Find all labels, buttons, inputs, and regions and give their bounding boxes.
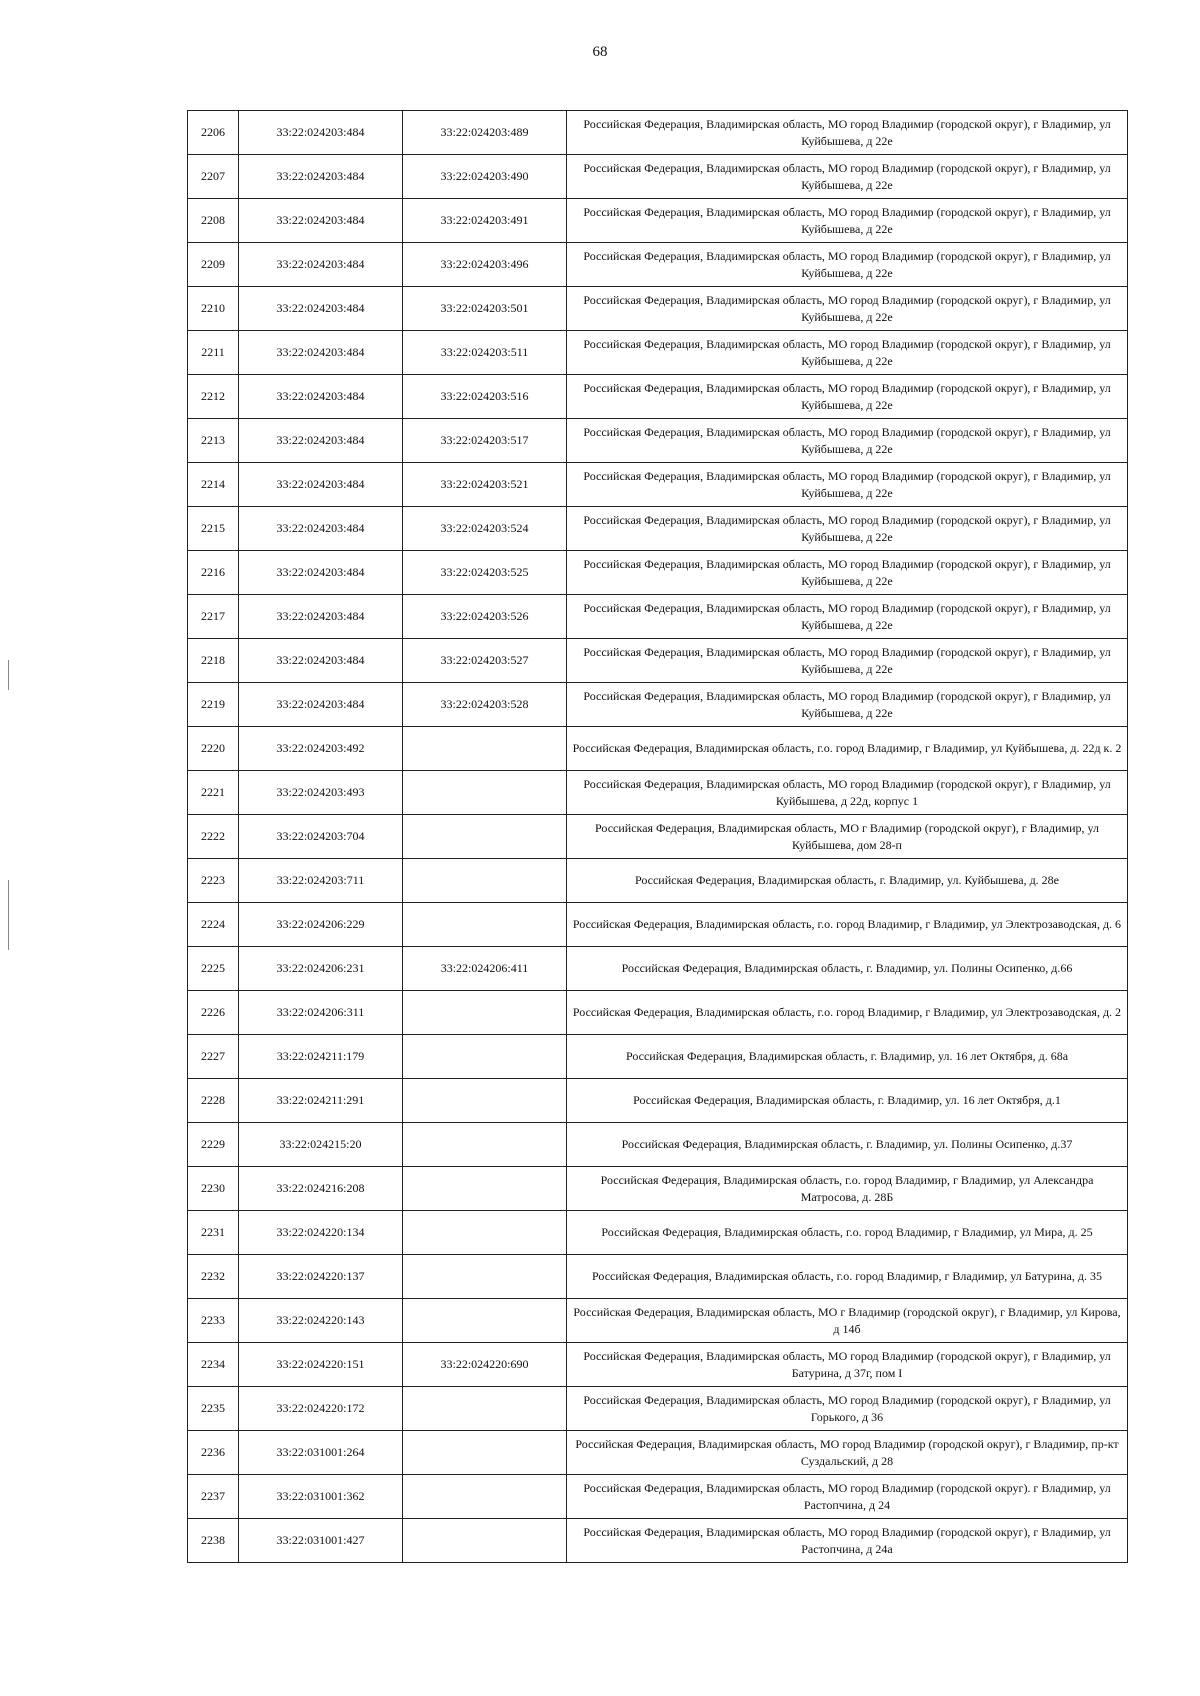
cadastral-number: 33:22:024203:484 <box>239 595 403 639</box>
linked-cadastral-number: 33:22:024203:501 <box>403 287 567 331</box>
cadastral-number: 33:22:024220:137 <box>239 1255 403 1299</box>
row-number: 2233 <box>188 1299 239 1343</box>
table-row <box>188 419 1128 463</box>
cadastral-number: 33:22:024206:311 <box>239 991 403 1035</box>
address-cell: Российская Федерация, Владимирская область, г. Владимир, ул. Куйбышева, д. 28е <box>567 859 1128 903</box>
row-number: 2213 <box>188 419 239 463</box>
table-row <box>188 199 1128 243</box>
linked-cadastral-number: 33:22:024203:527 <box>403 639 567 683</box>
row-number: 2219 <box>188 683 239 727</box>
row-number: 2216 <box>188 551 239 595</box>
address-cell: Российская Федерация, Владимирская область, МО город Владимир (городской округ), г Владимир, ул Растопчина, д 24а <box>567 1519 1128 1563</box>
cadastral-number: 33:22:024216:208 <box>239 1167 403 1211</box>
table-row <box>188 991 1128 1035</box>
linked-cadastral-number: 33:22:024203:525 <box>403 551 567 595</box>
cadastral-number: 33:22:024203:484 <box>239 199 403 243</box>
row-number: 2236 <box>188 1431 239 1475</box>
address-cell: Российская Федерация, Владимирская область, МО город Владимир (городской округ), г Владимир, ул Горького, д 36 <box>567 1387 1128 1431</box>
row-number: 2229 <box>188 1123 239 1167</box>
cadastral-number: 33:22:024220:143 <box>239 1299 403 1343</box>
address-cell: Российская Федерация, Владимирская область, МО город Владимир (городской округ), г Владимир, ул Куйбышева, д 22е <box>567 463 1128 507</box>
cadastral-number: 33:22:024206:231 <box>239 947 403 991</box>
address-cell: Российская Федерация, Владимирская область, г.о. город Владимир, г Владимир, ул Батурина, д. 35 <box>567 1255 1128 1299</box>
linked-cadastral-number: 33:22:024203:489 <box>403 111 567 155</box>
row-number: 2217 <box>188 595 239 639</box>
row-number: 2215 <box>188 507 239 551</box>
row-number: 2224 <box>188 903 239 947</box>
row-number: 2222 <box>188 815 239 859</box>
address-cell: Российская Федерация, Владимирская область, МО город Владимир (городской округ), г Владимир, ул Куйбышева, д 22е <box>567 243 1128 287</box>
table-row <box>188 815 1128 859</box>
table-row <box>188 1079 1128 1123</box>
linked-cadastral-number <box>403 1035 567 1079</box>
address-cell: Российская Федерация, Владимирская область, МО город Владимир (городской округ), г Владимир, ул Куйбышева, д 22д, корпус 1 <box>567 771 1128 815</box>
cadastral-number: 33:22:024203:704 <box>239 815 403 859</box>
cadastral-number: 33:22:024203:484 <box>239 331 403 375</box>
row-number: 2227 <box>188 1035 239 1079</box>
row-number: 2218 <box>188 639 239 683</box>
table-row <box>188 331 1128 375</box>
table-row <box>188 859 1128 903</box>
row-number: 2230 <box>188 1167 239 1211</box>
address-cell: Российская Федерация, Владимирская область, г.о. город Владимир, г Владимир, ул Куйбышева, д. 22д к. 2 <box>567 727 1128 771</box>
address-cell: Российская Федерация, Владимирская область, г.о. город Владимир, г Владимир, ул Александра Матросова, д. 28Б <box>567 1167 1128 1211</box>
row-number: 2232 <box>188 1255 239 1299</box>
table-row <box>188 507 1128 551</box>
table-row <box>188 463 1128 507</box>
cadastral-number: 33:22:024203:484 <box>239 419 403 463</box>
table-row <box>188 1475 1128 1519</box>
cadastral-number: 33:22:024220:134 <box>239 1211 403 1255</box>
address-cell: Российская Федерация, Владимирская область, МО город Владимир (городской округ), г Владимир, ул Куйбышева, д 22е <box>567 639 1128 683</box>
address-cell: Российская Федерация, Владимирская область, МО город Владимир (городской округ), г Владимир, ул Куйбышева, д 22е <box>567 155 1128 199</box>
table-row <box>188 771 1128 815</box>
linked-cadastral-number: 33:22:024203:526 <box>403 595 567 639</box>
table-row <box>188 287 1128 331</box>
scan-artifact <box>8 660 9 690</box>
linked-cadastral-number <box>403 1519 567 1563</box>
address-cell: Российская Федерация, Владимирская область, МО г Владимир (городской округ), г Владимир, ул Кирова, д 14б <box>567 1299 1128 1343</box>
table-row <box>188 1299 1128 1343</box>
table-row <box>188 1519 1128 1563</box>
row-number: 2221 <box>188 771 239 815</box>
row-number: 2212 <box>188 375 239 419</box>
linked-cadastral-number: 33:22:024220:690 <box>403 1343 567 1387</box>
row-number: 2209 <box>188 243 239 287</box>
linked-cadastral-number <box>403 1079 567 1123</box>
linked-cadastral-number: 33:22:024203:490 <box>403 155 567 199</box>
table-row <box>188 375 1128 419</box>
linked-cadastral-number: 33:22:024203:491 <box>403 199 567 243</box>
cadastral-number: 33:22:024203:711 <box>239 859 403 903</box>
table-row <box>188 1431 1128 1475</box>
cadastral-number: 33:22:024220:172 <box>239 1387 403 1431</box>
table-row <box>188 1343 1128 1387</box>
address-cell: Российская Федерация, Владимирская область, МО город Владимир (городской округ), г Владимир, ул Куйбышева, д 22е <box>567 683 1128 727</box>
linked-cadastral-number <box>403 1387 567 1431</box>
linked-cadastral-number: 33:22:024206:411 <box>403 947 567 991</box>
linked-cadastral-number: 33:22:024203:528 <box>403 683 567 727</box>
address-cell: Российская Федерация, Владимирская область, г. Владимир, ул. Полины Осипенко, д.37 <box>567 1123 1128 1167</box>
linked-cadastral-number: 33:22:024203:496 <box>403 243 567 287</box>
cadastral-number: 33:22:024203:484 <box>239 287 403 331</box>
address-cell: Российская Федерация, Владимирская область, г. Владимир, ул. 16 лет Октября, д.1 <box>567 1079 1128 1123</box>
linked-cadastral-number <box>403 1211 567 1255</box>
linked-cadastral-number <box>403 903 567 947</box>
cadastral-number: 33:22:024203:484 <box>239 463 403 507</box>
cadastral-number: 33:22:024206:229 <box>239 903 403 947</box>
cadastral-table <box>187 110 1128 1563</box>
table-row <box>188 111 1128 155</box>
address-cell: Российская Федерация, Владимирская область, МО город Владимир (городской округ), г Владимир, ул Куйбышева, д 22е <box>567 199 1128 243</box>
linked-cadastral-number <box>403 859 567 903</box>
address-cell: Российская Федерация, Владимирская область, г.о. город Владимир, г Владимир, ул Электрозаводская, д. 6 <box>567 903 1128 947</box>
linked-cadastral-number <box>403 1475 567 1519</box>
table-row <box>188 155 1128 199</box>
scan-artifact <box>8 880 9 950</box>
cadastral-number: 33:22:031001:264 <box>239 1431 403 1475</box>
page-number: 68 <box>592 44 608 60</box>
table-row <box>188 1123 1128 1167</box>
address-cell: Российская Федерация, Владимирская область, МО г Владимир (городской округ), г Владимир, ул Куйбышева, дом 28-п <box>567 815 1128 859</box>
cadastral-number: 33:22:024220:151 <box>239 1343 403 1387</box>
cadastral-number: 33:22:024215:20 <box>239 1123 403 1167</box>
linked-cadastral-number <box>403 815 567 859</box>
linked-cadastral-number <box>403 1299 567 1343</box>
cadastral-number: 33:22:024203:484 <box>239 243 403 287</box>
row-number: 2206 <box>188 111 239 155</box>
linked-cadastral-number: 33:22:024203:521 <box>403 463 567 507</box>
row-number: 2220 <box>188 727 239 771</box>
row-number: 2208 <box>188 199 239 243</box>
table-row <box>188 683 1128 727</box>
table-row <box>188 595 1128 639</box>
cadastral-number: 33:22:024203:484 <box>239 507 403 551</box>
linked-cadastral-number <box>403 771 567 815</box>
linked-cadastral-number <box>403 1255 567 1299</box>
address-cell: Российская Федерация, Владимирская область, МО город Владимир (городской округ). г Владимир, ул Растопчина, д 24 <box>567 1475 1128 1519</box>
table-row <box>188 243 1128 287</box>
row-number: 2228 <box>188 1079 239 1123</box>
address-cell: Российская Федерация, Владимирская область, г. Владимир, ул. Полины Осипенко, д.66 <box>567 947 1128 991</box>
linked-cadastral-number: 33:22:024203:516 <box>403 375 567 419</box>
table-row <box>188 727 1128 771</box>
cadastral-number: 33:22:024203:493 <box>239 771 403 815</box>
linked-cadastral-number: 33:22:024203:517 <box>403 419 567 463</box>
address-cell: Российская Федерация, Владимирская область, МО город Владимир (городской округ), г Владимир, ул Куйбышева, д 22е <box>567 551 1128 595</box>
table-row <box>188 947 1128 991</box>
linked-cadastral-number <box>403 727 567 771</box>
cadastral-number: 33:22:031001:427 <box>239 1519 403 1563</box>
table-row <box>188 1387 1128 1431</box>
address-cell: Российская Федерация, Владимирская область, МО город Владимир (городской округ), г Владимир, пр-кт Суздальский, д 28 <box>567 1431 1128 1475</box>
cadastral-number: 33:22:024203:484 <box>239 551 403 595</box>
linked-cadastral-number: 33:22:024203:524 <box>403 507 567 551</box>
table-body <box>188 111 1128 1563</box>
address-cell: Российская Федерация, Владимирская область, МО город Владимир (городской округ), г Владимир, ул Куйбышева, д 22е <box>567 419 1128 463</box>
row-number: 2207 <box>188 155 239 199</box>
row-number: 2231 <box>188 1211 239 1255</box>
table-row <box>188 1255 1128 1299</box>
address-cell: Российская Федерация, Владимирская область, МО город Владимир (городской округ), г Владимир, ул Куйбышева, д 22е <box>567 507 1128 551</box>
address-cell: Российская Федерация, Владимирская область, МО город Владимир (городской округ), г Владимир, ул Куйбышева, д 22е <box>567 111 1128 155</box>
address-cell: Российская Федерация, Владимирская область, МО город Владимир (городской округ), г Владимир, ул Куйбышева, д 22е <box>567 331 1128 375</box>
address-cell: Российская Федерация, Владимирская область, г.о. город Владимир, г Владимир, ул Мира, д. 25 <box>567 1211 1128 1255</box>
row-number: 2238 <box>188 1519 239 1563</box>
cadastral-number: 33:22:024203:484 <box>239 683 403 727</box>
cadastral-number: 33:22:024203:484 <box>239 111 403 155</box>
linked-cadastral-number <box>403 991 567 1035</box>
row-number: 2234 <box>188 1343 239 1387</box>
row-number: 2235 <box>188 1387 239 1431</box>
table-row <box>188 1035 1128 1079</box>
linked-cadastral-number: 33:22:024203:511 <box>403 331 567 375</box>
row-number: 2226 <box>188 991 239 1035</box>
cadastral-number: 33:22:024203:484 <box>239 639 403 683</box>
linked-cadastral-number <box>403 1431 567 1475</box>
row-number: 2223 <box>188 859 239 903</box>
linked-cadastral-number <box>403 1123 567 1167</box>
address-cell: Российская Федерация, Владимирская область, МО город Владимир (городской округ), г Владимир, ул Батурина, д 37г, пом I <box>567 1343 1128 1387</box>
row-number: 2237 <box>188 1475 239 1519</box>
address-cell: Российская Федерация, Владимирская область, МО город Владимир (городской округ), г Владимир, ул Куйбышева, д 22е <box>567 375 1128 419</box>
row-number: 2214 <box>188 463 239 507</box>
linked-cadastral-number <box>403 1167 567 1211</box>
table-row <box>188 551 1128 595</box>
cadastral-number: 33:22:024203:492 <box>239 727 403 771</box>
address-cell: Российская Федерация, Владимирская область, г.о. город Владимир, г Владимир, ул Электрозаводская, д. 2 <box>567 991 1128 1035</box>
row-number: 2211 <box>188 331 239 375</box>
cadastral-number: 33:22:031001:362 <box>239 1475 403 1519</box>
table-row <box>188 903 1128 947</box>
cadastral-number: 33:22:024203:484 <box>239 155 403 199</box>
row-number: 2225 <box>188 947 239 991</box>
table-row <box>188 1167 1128 1211</box>
cadastral-number: 33:22:024203:484 <box>239 375 403 419</box>
row-number: 2210 <box>188 287 239 331</box>
address-cell: Российская Федерация, Владимирская область, МО город Владимир (городской округ), г Владимир, ул Куйбышева, д 22е <box>567 595 1128 639</box>
table-row <box>188 639 1128 683</box>
table-row <box>188 1211 1128 1255</box>
cadastral-number: 33:22:024211:291 <box>239 1079 403 1123</box>
cadastral-number: 33:22:024211:179 <box>239 1035 403 1079</box>
address-cell: Российская Федерация, Владимирская область, г. Владимир, ул. 16 лет Октября, д. 68а <box>567 1035 1128 1079</box>
address-cell: Российская Федерация, Владимирская область, МО город Владимир (городской округ), г Владимир, ул Куйбышева, д 22е <box>567 287 1128 331</box>
